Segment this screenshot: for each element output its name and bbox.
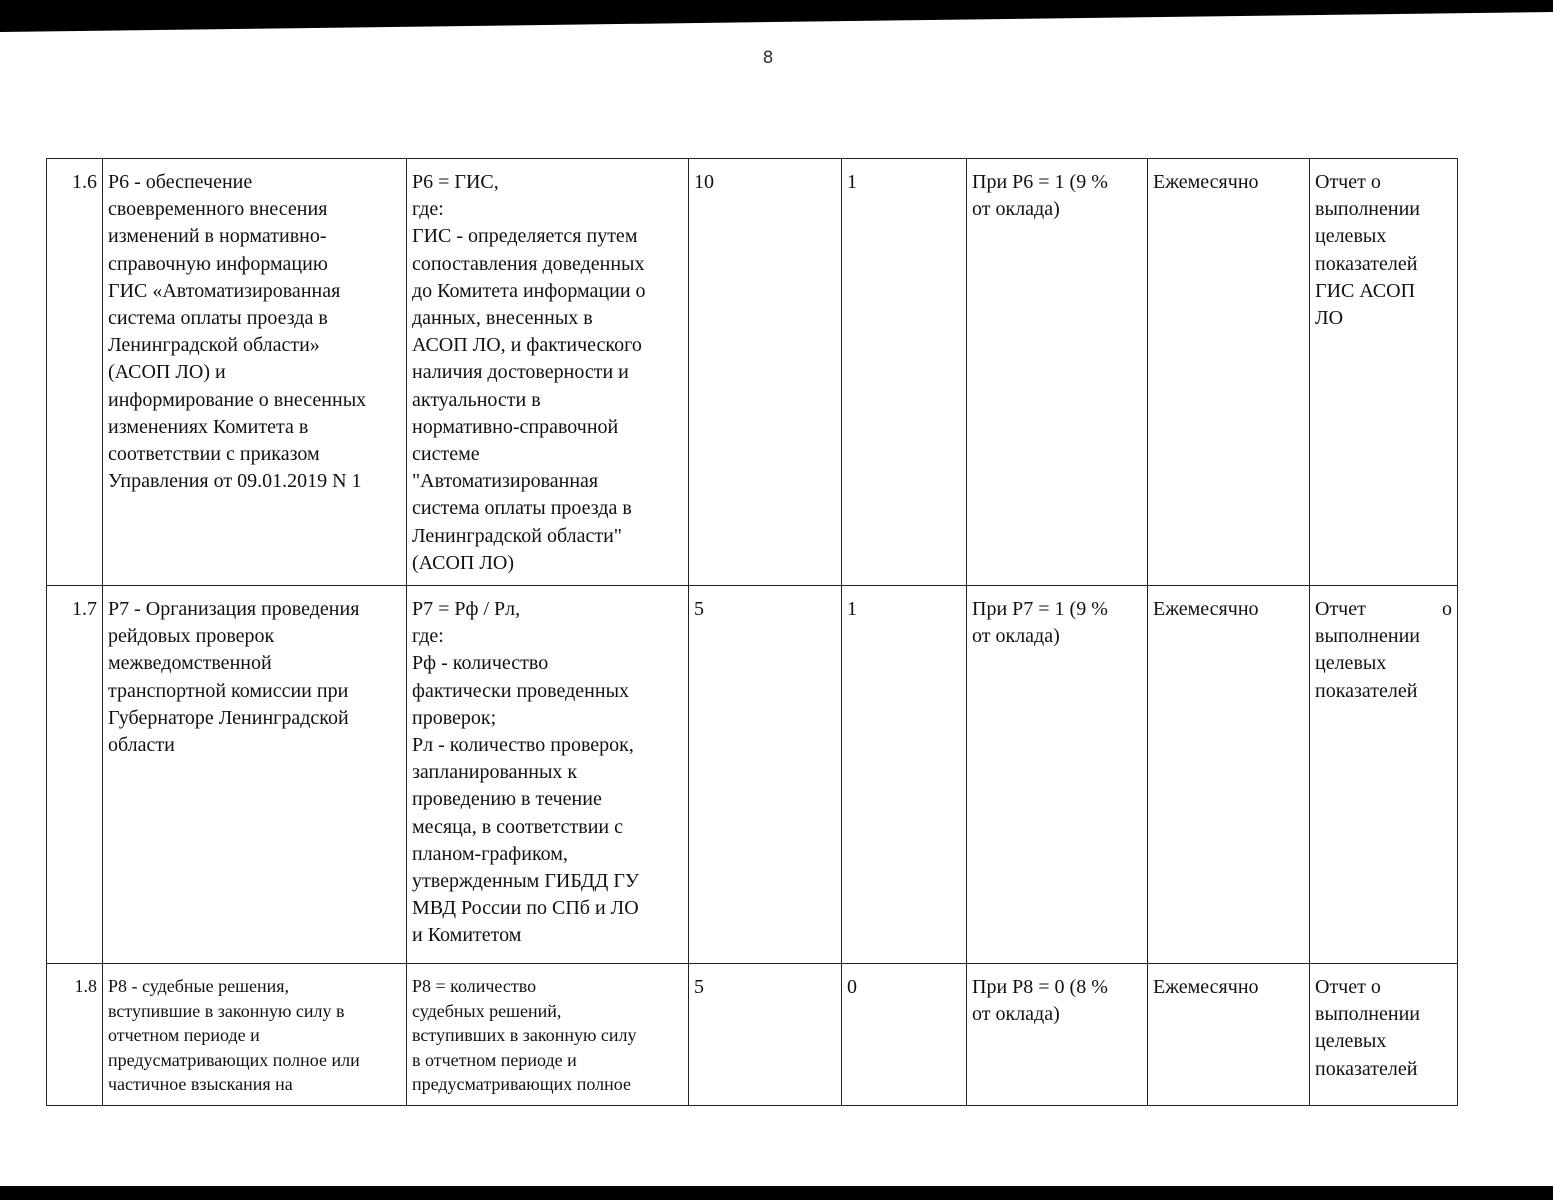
indicator-line: отчетном периоде и [108, 1025, 260, 1046]
criterion-cell [967, 159, 1148, 586]
period-cell: Ежемесячно [1148, 159, 1310, 586]
formula-line: "Автоматизированная [412, 470, 599, 493]
report-line: выполнении [1315, 198, 1420, 221]
criterion-line: При Р8 = 0 (8 % [972, 976, 1108, 999]
formula-line: в отчетном периоде и [412, 1049, 577, 1070]
formula-line: где: [412, 198, 444, 221]
indicator-line: Р8 - судебные решения, [108, 976, 290, 997]
indicator-line: система оплаты проезда в [108, 307, 328, 330]
period-cell: Ежемесячно [1148, 964, 1310, 1106]
formula-line: ГИС - определяется путем [412, 225, 638, 248]
formula-line: МВД России по СПб и ЛО [412, 897, 639, 920]
formula-line: планом-графиком, [412, 842, 568, 865]
indicator-line: межведомственной [108, 652, 272, 675]
criterion-line: При Р6 = 1 (9 % [972, 171, 1108, 193]
formula-line: Рл - количество проверок, [412, 734, 634, 757]
report-word: Отчет [1315, 598, 1366, 621]
formula-line: где: [412, 625, 444, 648]
scan-bottom-border [0, 1186, 1553, 1200]
formula-line: сопоставления доведенных [412, 252, 645, 275]
report-cell [1310, 159, 1458, 586]
indicator-line: ГИС «Автоматизированная [108, 279, 341, 302]
report-line: целевых [1315, 225, 1387, 248]
report-cell [1310, 964, 1458, 1106]
indicator-cell [103, 586, 407, 964]
formula-line: проведению в течение [412, 788, 602, 811]
formula-line: Р6 = ГИС, [412, 171, 499, 193]
indicator-line: информирование о внесенных [108, 388, 367, 411]
target-cell: 0 [842, 964, 967, 1106]
formula-line: вступивших в законную силу [412, 1025, 637, 1046]
report-line: Отчет о [1315, 976, 1381, 999]
formula-line: до Комитета информации о [412, 279, 646, 302]
formula-line: (АСОП ЛО) [412, 551, 515, 574]
indicator-line: частичное взыскания на [108, 1074, 293, 1095]
report-line: ГИС АСОП [1315, 279, 1416, 302]
formula-line: Ленинградской области" [412, 524, 622, 547]
indicator-line: соответствии с приказом [108, 443, 320, 466]
report-cell [1310, 586, 1458, 964]
scan-top-border [0, 0, 1553, 32]
report-line: целевых [1315, 1030, 1387, 1053]
formula-line: предусматривающих полное [412, 1074, 631, 1095]
weight-cell: 10 [689, 159, 842, 586]
formula-line: АСОП ЛО, и фактического [412, 334, 642, 357]
indicator-line: Губернаторе Ленинградской [108, 706, 349, 729]
indicator-line: Управления от 09.01.2019 N 1 [108, 470, 362, 493]
report-first-line [1315, 596, 1452, 623]
report-line: показателей [1315, 1057, 1418, 1080]
row-number: 1.6 [47, 159, 103, 586]
indicator-line: рейдовых проверок [108, 625, 275, 648]
formula-cell [407, 964, 689, 1106]
indicator-cell [103, 964, 407, 1106]
formula-line: месяца, в соответствии с [412, 815, 624, 838]
formula-line: система оплаты проезда в [412, 497, 632, 520]
formula-line: нормативно-справочной [412, 415, 619, 438]
report-line: ЛО [1315, 307, 1344, 330]
formula-line: судебных решений, [412, 1000, 562, 1021]
indicator-line: транспортной комиссии при [108, 679, 349, 702]
report-line: целевых [1315, 652, 1387, 675]
indicator-line: (АСОП ЛО) и [108, 361, 226, 384]
formula-line: и Комитетом [412, 924, 522, 947]
formula-line: запланированных к [412, 761, 578, 784]
weight-cell: 5 [689, 964, 842, 1106]
weight-cell: 5 [689, 586, 842, 964]
report-line: показателей [1315, 679, 1418, 702]
indicator-line: изменениях Комитета в [108, 415, 309, 438]
row-number: 1.8 [47, 964, 103, 1106]
indicator-line: изменений в нормативно- [108, 225, 327, 248]
indicator-line: вступившие в законную силу в [108, 1000, 345, 1021]
indicator-line: Р7 - Организация проведения [108, 598, 360, 621]
formula-line: системе [412, 443, 480, 466]
criterion-line: от оклада) [972, 625, 1060, 648]
formula-line: данных, внесенных в [412, 307, 593, 330]
formula-line: Рф - количество [412, 652, 549, 675]
formula-line: Р7 = Рф / Рл, [412, 598, 521, 621]
formula-line: проверок; [412, 706, 497, 729]
target-cell: 1 [842, 159, 967, 586]
formula-line: наличия достоверности и [412, 361, 629, 384]
criterion-line: При Р7 = 1 (9 % [972, 598, 1108, 621]
formula-line: фактически проведенных [412, 679, 630, 702]
indicator-line: предусматривающих полное или [108, 1049, 360, 1070]
period-cell: Ежемесячно [1148, 586, 1310, 964]
formula-line: утвержденным ГИБДД ГУ [412, 870, 640, 893]
indicator-line: справочную информацию [108, 252, 328, 275]
indicator-line: области [108, 734, 175, 757]
indicator-line: Ленинградской области» [108, 334, 320, 357]
page-number: 8 [762, 48, 774, 68]
indicators-table [46, 158, 1458, 1106]
formula-line: актуальности в [412, 388, 541, 411]
table-row [47, 964, 1458, 1106]
criterion-cell [967, 586, 1148, 964]
criterion-line: от оклада) [972, 198, 1060, 221]
indicator-cell [103, 159, 407, 586]
report-line: выполнении [1315, 625, 1420, 648]
target-cell: 1 [842, 586, 967, 964]
indicator-line: своевременного внесения [108, 198, 328, 221]
table-row [47, 159, 1458, 586]
formula-cell [407, 586, 689, 964]
formula-line: Р8 = количество [412, 976, 537, 997]
report-line: выполнении [1315, 1003, 1420, 1026]
report-line: показателей [1315, 252, 1418, 275]
indicator-line: Р6 - обеспечение [108, 171, 253, 193]
row-number: 1.7 [47, 586, 103, 964]
report-line: Отчет о [1315, 171, 1381, 193]
table-row [47, 586, 1458, 964]
report-word: о [1442, 598, 1452, 621]
criterion-cell [967, 964, 1148, 1106]
criterion-line: от оклада) [972, 1003, 1060, 1026]
formula-cell [407, 159, 689, 586]
